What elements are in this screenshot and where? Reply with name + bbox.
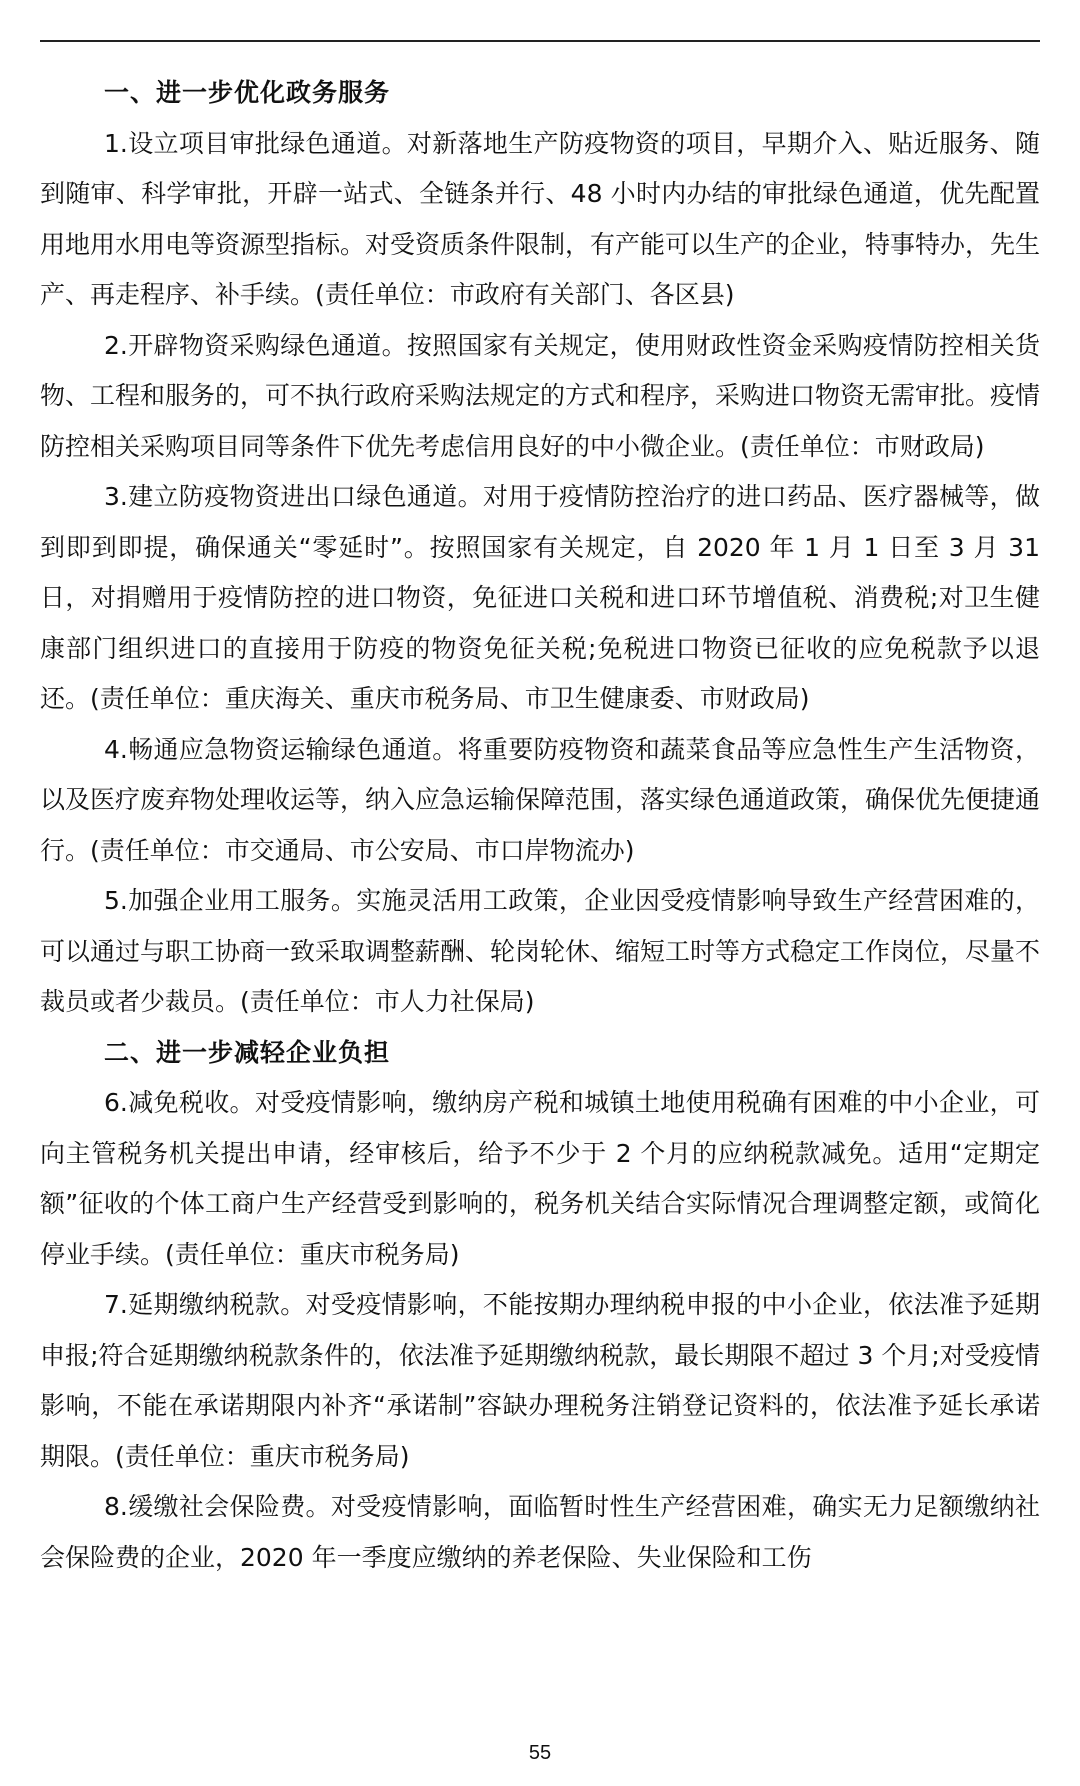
section-2-heading: 二、进一步减轻企业负担 — [104, 1037, 391, 1067]
top-rule — [40, 40, 1040, 42]
item-8-paragraph: 8.缓缴社会保险费。对受疫情影响，面临暂时性生产经营困难，确实无力足额缴纳社会保险费的企业，2020 年一季度应缴纳的养老保险、失业保险和工伤 — [40, 1492, 1040, 1572]
section-1-heading: 一、进一步优化政务服务 — [104, 78, 391, 107]
item-7-paragraph: 7.延期缴纳税款。对受疫情影响，不能按期办理纳税申报的中小企业，依法准予延期申报;符合延期缴纳税款条件的，依法准予延期缴纳税款，最长期限不超过 3 个月;对受疫情影响，不能在承诺期限内补齐“承诺制”容缺办理税务注销登记资料的，依法准予延长承诺期限。(责任单位：重庆市税务局) — [40, 1290, 1040, 1471]
page-number: 55 — [528, 1742, 552, 1764]
item-5-paragraph: 5.加强企业用工服务。实施灵活用工政策，企业因受疫情影响导致生产经营困难的，可以通过与职工协商一致采取调整薪酬、轮岗轮休、缩短工时等方式稳定工作岗位，尽量不裁员或者少裁员。(责任单位：市人力社保局) — [40, 886, 1041, 1016]
item-2-paragraph: 2.开辟物资采购绿色通道。按照国家有关规定，使用财政性资金采购疫情防控相关货物、工程和服务的，可不执行政府采购法规定的方式和程序，采购进口物资无需审批。疫情防控相关采购项目同等条件下优先考虑信用良好的中小微企业。(责任单位：市财政局) — [40, 330, 1041, 461]
document-page — [40, 68, 1040, 1583]
item-1-paragraph: 1.设立项目审批绿色通道。对新落地生产防疫物资的项目，早期介入、贴近服务、随到随审、科学审批，开辟一站式、全链条并行、48 小时内办结的审批绿色通道，优先配置用地用水用电等资源型指标。对受资质条件限制，有产能可以生产的企业，特事特办，先生产、再走程序、补手续。(责任单位：市政府有关部门、各区县) — [40, 128, 1041, 309]
item-6-paragraph: 6.减免税收。对受疫情影响，缴纳房产税和城镇土地使用税确有困难的中小企业，可向主管税务机关提出申请，经审核后，给予不少于 2 个月的应纳税款减免。适用“定期定额”征收的个体工商户生产经营受到影响的，税务机关结合实际情况合理调整定额，或简化停业手续。(责任单位：重庆市税务局) — [40, 1088, 1040, 1269]
item-3-paragraph: 3.建立防疫物资进出口绿色通道。对用于疫情防控治疗的进口药品、医疗器械等，做到即到即提，确保通关“零延时”。按照国家有关规定，自 2020 年 1 月 1 日至 3 月 31 日，对捐赠用于疫情防控的进口物资，免征进口关税和进口环节增值税、消费税;对卫生健康部门组织进口的直接用于防疫的物资免征关税;免税进口物资已征收的应免税款予以退还。(责任单位：重庆海关、重庆市税务局、市卫生健康委、市财政局) — [40, 482, 1040, 713]
item-4-paragraph: 4.畅通应急物资运输绿色通道。将重要防疫物资和蔬菜食品等应急性生产生活物资，以及医疗废弃物处理收运等，纳入应急运输保障范围，落实绿色通道政策，确保优先便捷通行。(责任单位：市交通局、市公安局、市口岸物流办) — [40, 734, 1041, 865]
